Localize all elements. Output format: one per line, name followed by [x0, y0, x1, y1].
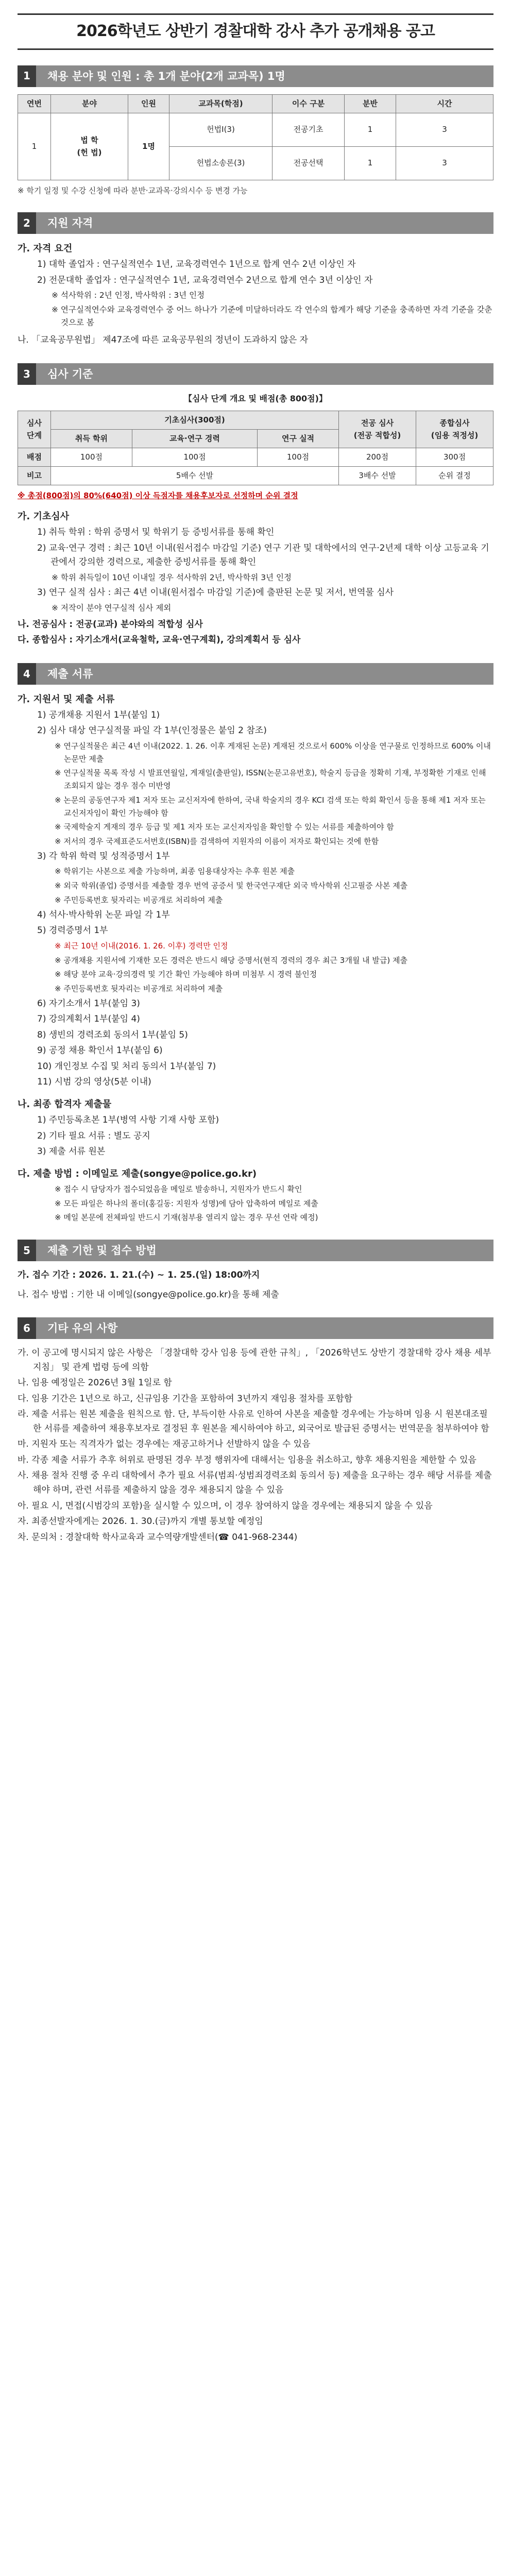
list-item: 다. 종합심사 : 자기소개서(교육철학, 교육·연구계획), 강의계획서 등 심사: [18, 635, 301, 646]
table-cell-type: 전공기초: [272, 113, 345, 146]
table-cell: 100점: [258, 448, 339, 466]
list-item: 나. 「교육공무원법」 제47조에 따른 교육공무원의 정년이 도과하지 않은 자: [18, 335, 309, 346]
table-header: 전공 심사 (전공 적합성): [339, 411, 416, 448]
contact-info: 차. 문의처 : 경찰대학 학사교육과 교수역량개발센터(☎ 041-968-2344): [18, 1532, 298, 1543]
list-item: 3) 각 학위 학력 및 성적증명서 1부: [37, 851, 170, 861]
list-item: 11) 시범 강의 영상(5분 이내): [37, 1077, 151, 1088]
table-header: 인원: [128, 94, 169, 113]
table-header: 종합심사 (임용 적정성): [416, 411, 493, 448]
section-3-header: [18, 363, 493, 385]
recruitment-table: [18, 94, 493, 180]
list-item: 2) 심사 대상 연구실적물 파일 각 1부(인정물은 붙임 2 참조): [37, 725, 267, 736]
list-item: 1) 취득 학위 : 학위 증명서 및 학위기 등 증빙서류를 통해 확인: [37, 527, 275, 538]
subheading: 가. 지원서 및 제출 서류: [18, 693, 115, 705]
list-item: 1) 대학 졸업자 : 연구실적연수 1년, 교육경력연수 1년으로 합계 연수 2년 이상인 자: [37, 259, 356, 270]
table-header: 이수 구분: [272, 94, 345, 113]
list-item: 사. 채용 절차 진행 중 우리 대학에서 추가 필요 서류(범죄·성범죄경력조회 동의서 등) 제출을 요구하는 경우 해당 서류를 제출해야 하며, 관련 서류를 제출하지 않을 경우 채용되지 않을 수 있음: [18, 1470, 492, 1495]
list-note: ※ 접수 시 담당자가 접수되었음을 메일로 발송하니, 지원자가 반드시 확인: [55, 1184, 302, 1194]
list-item: 6) 자기소개서 1부(붙임 3): [37, 998, 140, 1009]
list-note: ※ 연구실적연수와 교육경력연수 중 어느 하나가 기준에 미달하더라도 각 연수의 합계가 해당 기준을 충족하면 자격 기준을 갖춘 것으로 봄: [52, 305, 492, 328]
list-note: ※ 논문의 공동연구자 제1 저자 또는 교신저자에 한하여, 국내 학술지의 경우 KCI 검색 또는 학회 확인서 등을 통해 제1 저자 또는 교신저자임이 확인 가능해야 함: [55, 795, 486, 818]
table-header: 분반: [345, 94, 396, 113]
list-item: 5) 경력증명서 1부: [37, 925, 108, 936]
section-title: 제출 기한 및 접수 방법: [36, 1240, 493, 1261]
list-note: ※ 주민등록번호 뒷자리는 비공개로 처리하여 제출: [55, 984, 223, 994]
list-note: ※ 국제학술지 게재의 경우 등급 및 제1 저자 또는 교신저자임을 확인할 수 있는 서류를 제출하여야 함: [55, 822, 394, 832]
list-item: 바. 각종 제출 서류가 추후 허위로 판명된 경우 부정 행위자에 대해서는 임용을 취소하고, 향후 채용지원을 제한할 수 있음: [18, 1454, 476, 1465]
section-number: 5: [18, 1240, 36, 1261]
list-item: 1) 공개채용 지원서 1부(붙임 1): [37, 709, 160, 720]
table-row-label: 배점: [18, 448, 51, 466]
table-header: 시간: [396, 94, 493, 113]
section-title: 기타 유의 사항: [36, 1317, 493, 1339]
table-cell-class: 1: [345, 113, 396, 146]
table-cell: 5배수 선발: [51, 466, 339, 485]
table-header: 심사 단계: [18, 411, 51, 448]
list-item: 1) 주민등록초본 1부(병역 사항 기재 사항 포함): [37, 1115, 219, 1126]
table-header: 교육·연구 경력: [132, 429, 257, 448]
table-header: 취득 학위: [51, 429, 132, 448]
table-cell: 100점: [51, 448, 132, 466]
section-1-header: [18, 65, 493, 87]
evaluation-table: [18, 411, 493, 485]
list-item: 가. 이 공고에 명시되지 않은 사항은 「경찰대학 강사 임용 등에 관한 규칙」, 「2026학년도 상반기 경찰대학 강사 채용 세부 지침」 및 관계 법령 등에 의함: [18, 1348, 491, 1372]
table-header: 교과목(학점): [169, 94, 272, 113]
list-item: 2) 교육·연구 경력 : 최근 10년 이내(원서접수 마감일 기준) 연구 기관 및 대학에서의 연구·2년제 대학 이상 고등교육 기관에서 강의한 경력으로, 제출한 증빙서류를 통해 확인: [37, 543, 489, 568]
list-note: ※ 연구실적물은 최근 4년 이내(2022. 1. 26. 이후 게재된 논문) 게재된 것으로서 600% 이상을 연구물로 인정하므로 600% 이내 논문만 제출: [55, 741, 491, 764]
subheading: 나. 최종 합격자 제출물: [18, 1098, 112, 1110]
list-note: ※ 모든 파일은 하나의 폴더(홍길동: 지원자 성명)에 담아 압축하여 메일로 제출: [55, 1198, 318, 1208]
table-cell-hours: 3: [396, 146, 493, 180]
list-note: ※ 최근 10년 이내(2016. 1. 26. 이후) 경력만 인정: [55, 941, 228, 951]
list-note: ※ 외국 학위(졸업) 증명서를 제출할 경우 번역 공증서 및 한국연구재단 외국 박사학위 신고필증 사본 제출: [55, 881, 408, 891]
table-header: 연번: [18, 94, 51, 113]
list-item: 나. 전공심사 : 전공(교과) 분야와의 적합성 심사: [18, 619, 203, 630]
list-item: 7) 강의계획서 1부(붙임 4): [37, 1014, 140, 1025]
table-cell: 200점: [339, 448, 416, 466]
section-number: 3: [18, 363, 36, 385]
subheading: 가. 기초심사: [18, 511, 70, 522]
section-title: 지원 자격: [36, 212, 493, 234]
table-cell: 100점: [132, 448, 257, 466]
table-cell-no: 1: [18, 113, 51, 180]
section-title: 심사 기준: [36, 363, 493, 385]
table-cell-class: 1: [345, 146, 396, 180]
section-5-header: [18, 1240, 493, 1261]
submission-period: 가. 접수 기간 : 2026. 1. 21.(수) ~ 1. 25.(일) 18:00까지: [18, 1270, 260, 1281]
table-cell-course: 헌법소송론(3): [169, 146, 272, 180]
list-item: 아. 필요 시, 면접(시범강의 포함)을 실시할 수 있으며, 이 경우 참여하지 않을 경우에는 채용되지 않을 수 있음: [18, 1500, 433, 1511]
table-header: 기초심사(300점): [51, 411, 339, 429]
page-title: 2026학년도 상반기 경찰대학 강사 추가 공개채용 공고: [18, 13, 493, 50]
table-cell-type: 전공선택: [272, 146, 345, 180]
list-note: ※ 저서의 경우 국제표준도서번호(ISBN)를 검색하여 지원자의 이름이 저자로 확인되는 것에 한함: [55, 837, 379, 846]
list-note: ※ 해당 분야 교육·강의경력 및 기간 확인 가능해야 하며 미첨부 시 경력 불인정: [55, 970, 317, 979]
list-note: ※ 저작이 분야 연구실적 심사 제외: [52, 603, 172, 613]
list-item: 2) 전문대학 졸업자 : 연구실적연수 1년, 교육경력연수 2년으로 합계 연수 3년 이상인 자: [37, 275, 373, 285]
score-cut-note: ※ 총점(800점)의 80%(640점) 이상 득점자를 채용후보자로 선정하며 순위 결정: [18, 490, 298, 500]
section-4-header: [18, 663, 493, 685]
subheading: 가. 자격 요건: [18, 243, 73, 254]
section-title: 채용 분야 및 인원 : 총 1개 분야(2개 교과목) 1명: [36, 65, 493, 87]
table-row-label: 비고: [18, 466, 51, 485]
list-item: 3) 제출 서류 원본: [37, 1146, 106, 1157]
list-note: ※ 석사학위 : 2년 인정, 박사학위 : 3년 인정: [52, 291, 205, 300]
subheading: 다. 제출 방법 : 이메일로 제출(songye@police.go.kr): [18, 1168, 257, 1179]
section-number: 4: [18, 663, 36, 685]
list-item: 나. 임용 예정일은 2026년 3월 1일로 함: [18, 1378, 172, 1388]
list-item: 마. 지원자 또는 직격자가 없는 경우에는 재공고하거나 선발하지 않을 수 있음: [18, 1439, 311, 1450]
section-title: 제출 서류: [36, 663, 493, 685]
list-item: 9) 공정 채용 확인서 1부(붙임 6): [37, 1045, 163, 1056]
list-note: ※ 학위 취득일이 10년 이내일 경우 석사학위 2년, 박사학위 3년 인정: [52, 572, 292, 582]
section-number: 2: [18, 212, 36, 234]
table-cell-course: 헌법Ⅰ(3): [169, 113, 272, 146]
list-item: 다. 임용 기간은 1년으로 하고, 신규임용 기간을 포함하여 3년까지 재임용 절차를 포함함: [18, 1393, 353, 1404]
list-item: 8) 생빈의 경력조회 동의서 1부(붙임 5): [37, 1029, 188, 1040]
list-note: ※ 메일 본문에 전체파일 반드시 기재(첨부용 열리지 않는 경우 무선 연락 예정): [55, 1213, 318, 1223]
table-cell: 순위 결정: [416, 466, 493, 485]
list-item: 라. 제출 서류는 원본 제출을 원칙으로 함. 단, 부득이한 사유로 인하여 사본을 제출할 경우에는 가능하며 임용 시 원본대조필한 서류를 제출하여 채용후보자로 결정된 후 원본을 제시하여야 하고, 외국어로 발급된 증명서는 번역문을 첨부하여야 함: [18, 1409, 489, 1434]
list-note: ※ 학위기는 사본으로 제출 가능하며, 최종 임용대상자는 추후 원본 제출: [55, 867, 295, 876]
list-item: 3) 연구 실적 심사 : 최근 4년 이내(원서접수 마감일 기준)에 출판된 논문 및 저서, 번역물 심사: [37, 587, 394, 598]
list-item: 10) 개인정보 수집 및 처리 동의서 1부(붙임 7): [37, 1061, 216, 1072]
table-header: 연구 실적: [258, 429, 339, 448]
table-cell-field: 법 학 (헌 법): [51, 113, 128, 180]
table-cell: 3배수 선발: [339, 466, 416, 485]
list-item: 4) 석사·박사학위 논문 파일 각 1부: [37, 909, 170, 920]
section-number: 1: [18, 65, 36, 87]
table-cell: 300점: [416, 448, 493, 466]
table-caption: 【심사 단계 개요 및 배점(총 800점)】: [184, 393, 327, 403]
section-number: 6: [18, 1317, 36, 1339]
submission-method: 나. 접수 방법 : 기한 내 이메일(songye@police.go.kr)을 통해 제출: [18, 1289, 279, 1300]
list-item: 자. 최종선발자에게는 2026. 1. 30.(금)까지 개별 통보할 예정임: [18, 1516, 263, 1527]
section-2-header: [18, 212, 493, 234]
table-header: 분야: [51, 94, 128, 113]
list-item: 2) 기타 필요 서류 : 별도 공지: [37, 1130, 150, 1141]
list-note: ※ 공개채용 지원서에 기재한 모든 경력은 반드시 해당 증명서(현직 경력의 경우 최근 3개월 내 발급) 제출: [55, 955, 407, 965]
section-6-header: [18, 1317, 493, 1339]
table-note: ※ 학기 일정 및 수강 신청에 따라 분반·교과목·강의시수 등 변경 가능: [18, 185, 248, 195]
table-cell-count: 1명: [128, 113, 169, 180]
list-note: ※ 연구실적물 목록 작성 시 발표연월일, 게재일(출판일), ISSN(논문고유번호), 학술지 등급을 정확히 기재, 부정확한 기재로 인해 조회되지 않는 경우 점수 미반영: [55, 768, 486, 791]
table-cell-hours: 3: [396, 113, 493, 146]
list-note: ※ 주민등록번호 뒷자리는 비공개로 처리하여 제출: [55, 895, 223, 905]
